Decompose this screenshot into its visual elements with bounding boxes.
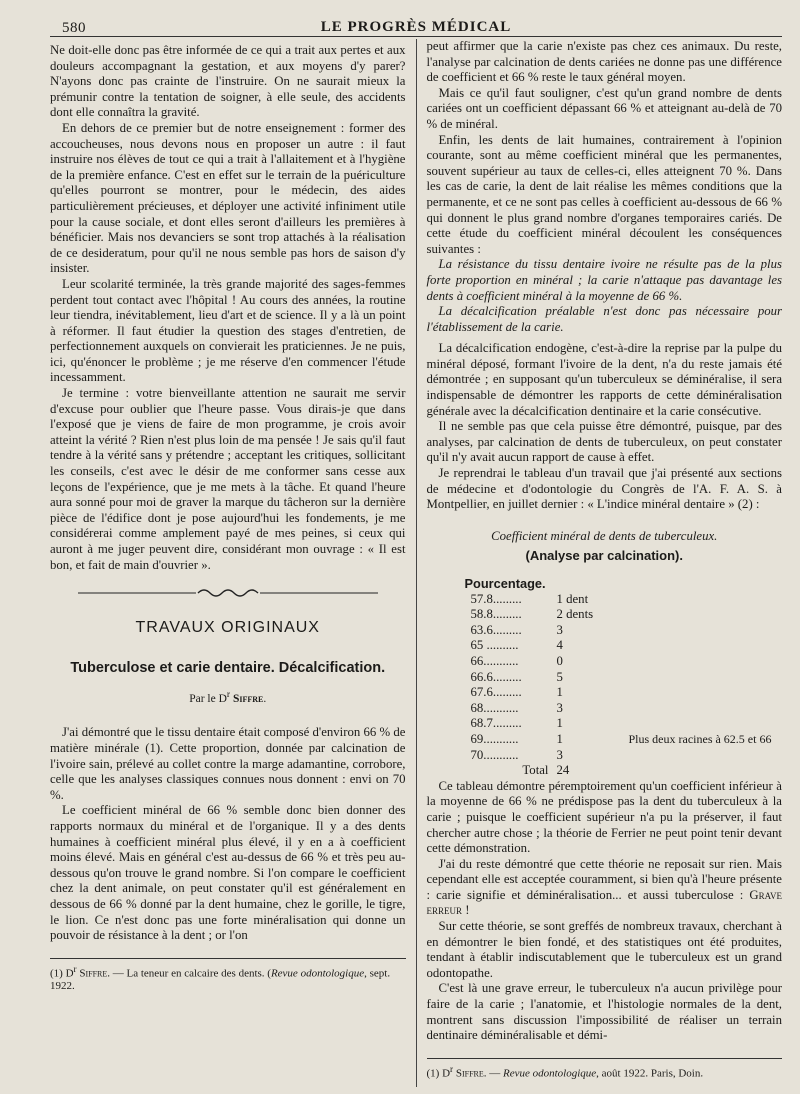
table-row <box>467 701 776 717</box>
footnote-journal: Revue odontologique <box>270 967 365 980</box>
note-cell <box>625 716 776 732</box>
page-number: 580 <box>62 20 86 36</box>
note-cell: Plus deux racines à 62.5 et 66 <box>628 731 772 746</box>
table-header: Pourcentage. <box>464 576 546 591</box>
paragraph: Il ne semble pas que cela puisse être démontré, puisque, par des analyses, par calcination de dents de tuberculeux, on peut constater qu'il n'y avait aucun rapport de cause à effet. <box>426 419 782 465</box>
note-cell <box>625 748 776 764</box>
footnote-rule <box>50 958 406 959</box>
percentage-cell: 66........... <box>470 653 519 668</box>
paragraph: La décalcification endogène, c'est-à-dire la reprise par la pulpe du minéral déposé, formant l'ivoire de la dent, n'a du reste jamais été démontrée ; en supposant qu'un tuberculeux se déminéralise, il sera indispensable de démontrer les rapports de cette déminéralisation générale avec la décalcification dentinaire et la carie consécutive. <box>426 341 782 418</box>
table-row <box>467 716 776 732</box>
paragraph-text: J'ai du reste démontré que cette théorie ne reposait sur rien. Mais cependant elle est acceptée couramment, si bien qu'à l'heure présente : carie signifie et déminéralisation... et aussi tuberculose : <box>426 856 782 902</box>
footnote-end: , août 1922. Paris, Doin. <box>596 1067 704 1080</box>
paragraph: C'est là une grave erreur, le tuberculeux n'a aucun privilège pour faire de la carie ; l'anatomie, et l'histologie normales de la dent, montrent sans discussion l'impossibilité de réaliser un terrain dentinaire déminéralisable et démi- <box>426 981 782 1043</box>
percentage-cell: 63.6......... <box>470 622 522 637</box>
count-cell: 1 <box>556 716 563 731</box>
right-column <box>416 39 783 1087</box>
byline-sup: r <box>226 688 231 700</box>
paragraph: Ce tableau démontre péremptoirement qu'un coefficient inférieur à la moyenne de 66 % ne prédispose pas la dent du tuberculeux à la carie ; puisque le coefficient supérieur n'a pu la préserver, il faut chercher autre chose ; la théorie de Ferrier ne peut point tenir devant cette démonstration. <box>426 778 782 856</box>
percentage-cell: 69........... <box>470 731 519 746</box>
paragraph-end: ! <box>462 903 470 918</box>
table-row <box>467 685 776 701</box>
note-cell <box>625 701 776 717</box>
note-cell <box>625 654 776 670</box>
paragraph: Sur cette théorie, se sont greffés de nombreux travaux, cherchant à en démontrer le bien fondé, et des statistiques ont été produites, tendant à établir indiscutablement que le tuberculeux est un grand odontopathe. <box>426 919 782 980</box>
percentage-cell: 58.8......... <box>470 607 522 622</box>
section-title: TRAVAUX ORIGINAUX <box>135 618 320 636</box>
percentage-cell: 68........... <box>470 700 519 715</box>
columns <box>50 37 782 1087</box>
percentage-cell: 68.7......... <box>470 716 522 731</box>
paragraph <box>427 857 783 919</box>
footnote-sup: r <box>73 963 77 974</box>
footnote-author: Siffre. <box>79 967 110 980</box>
footnote-text: — La teneur en calcaire des dents. ( <box>110 967 271 980</box>
paragraph: Le coefficient minéral de 66 % semble donc bien donner des rapports normaux du minéral et de l'organique. Il y a des dents humaines à coefficient minéral plus élevé, il y en a à coefficient moins élevé. Mais en général c'est au-dessus de 66 % et très peu au-dessous qu'on trouve le grand nombre. Si l'on compare le coefficient chez la dent animale, on peut constater qu'il est généralement en dessous de 66 % donné par la dent humaine, chez le gorille, le tigre, le lion. Ce n'est donc pas une forte minéralisation qui donne un pouvoir de résistance à la dent ; or l'on <box>50 803 406 943</box>
table-row <box>467 748 776 764</box>
total-label: Total <box>522 763 549 778</box>
footnote-end: , sept. 1922. <box>50 967 391 993</box>
count-cell: 1 <box>556 731 563 746</box>
note-cell <box>625 592 776 608</box>
article-title: Tuberculose et carie dentaire. Décalcification. <box>70 660 386 677</box>
table-title: Coefficient minéral de dents de tuberculeux. <box>491 528 718 543</box>
total-value: 24 <box>556 763 570 778</box>
byline: Par le $D^r$ Siffre. <box>189 688 267 705</box>
paragraph: Ne doit-elle donc pas être informée de ce qui a trait aux pertes et aux douleurs accompagnant la gestation, et aux moyens d'y parer? N'ayons donc pas crainte de l'instruire. On ne saurait mieux la prémunir contre la tentation de soigner, à elle seule, des accidents dont elle connaîtra la gravité. <box>50 43 406 120</box>
footnote <box>50 963 406 994</box>
percentage-cell: 57.8......... <box>470 591 522 606</box>
ornament-rule-icon <box>78 587 378 599</box>
journal-title: LE PROGRÈS MÉDICAL <box>320 19 512 35</box>
paragraph: En dehors de ce premier but de notre enseignement : former des accoucheuses, nous devons nous en proposer un autre : il faut instruire nos élèves de tout ce qui a trait à l'allaitement et à l'hygiène de la première enfance. C'est en effet sur le terrain de la puériculture qu'elles pourront se montrer, pour le médecin, des aides particulièrement précieuses, et déployer une activité infiniment utile pour la cause sociale, et dont elles seront d'ailleurs les premières à bénéficier. Mais nos devanciers se sont trop attachés à la réalisation de ce desideratum, pour qu'il ne nous semble pas hors de saison d'y insister. <box>50 120 406 276</box>
paragraph: Enfin, les dents de lait humaines, contrairement à l'opinion courante, sont au même coefficient minéral que les permanentes, souvent supérieur au taux de celles-ci, elles atteignent 70 %. Dans les cas de carie, la dent de lait réalise les mêmes conditions que la permanente, et ce ne sont pas celles à coefficient au-dessous de 66 % qui donnent le plus grand nombre d'organes temporaires cariés. De cette étude du coefficient minéral découlent les conséquences suivantes : <box>426 132 782 256</box>
count-cell: 1 dent <box>556 591 589 606</box>
total-empty <box>625 763 776 779</box>
note-cell <box>625 623 776 639</box>
data-table <box>467 592 776 779</box>
table-row <box>467 654 776 670</box>
quote: La résistance du tissu dentaire ivoire ne résulte pas de la plus forte proportion en minéral ; la carie n'attaque pas davantage les dents à coefficient minéral à la moyenne de 66 %. <box>426 257 782 303</box>
table-row <box>467 638 776 654</box>
footnote-number: (1) D <box>426 1067 451 1080</box>
paragraph: peut affirmer que la carie n'existe pas chez ces animaux. Du reste, l'analyse par calcination de dents cariées ne donne pas une différence de coefficient et 66 % reste le taux général moyen. <box>426 39 782 85</box>
footnote-author: Siffre. <box>455 1067 487 1080</box>
count-cell: 3 <box>556 747 563 762</box>
count-cell: 2 dents <box>556 607 594 622</box>
count-cell: 0 <box>556 653 563 668</box>
percentage-cell: 65 .......... <box>470 638 519 653</box>
count-cell: 3 <box>556 622 563 637</box>
byline-prefix: Par le D <box>189 692 227 705</box>
table-row <box>467 592 776 608</box>
paragraph: Leur scolarité terminée, la très grande majorité des sages-femmes perdent tout contact avec l'hôpital ! Au cours des années, la routine leur tiendra, inévitablement, lieu d'art et de science. Il y a là un point à réformer. Il faut étudier la question des stages d'entretien, de perfectionnement auxquels on convierait les praticiennes. Je ne puis, ici, qu'énoncer le problème ; je me réserve d'en commencer l'étude incessamment. <box>50 276 406 385</box>
footnote <box>427 1063 783 1081</box>
note-cell <box>625 685 776 701</box>
count-cell: 1 <box>556 685 563 700</box>
paragraph: Je reprendrai le tableau d'un travail que j'ai présenté aux sections de médecine et d'odontologie du Congrès de l'A. F. A. S. à Montpellier, en juillet dernier : « L'indice minéral dentaire » (2) : <box>426 466 782 512</box>
ornament-divider <box>50 587 406 604</box>
note-cell <box>625 670 776 686</box>
note-cell <box>625 638 776 654</box>
percentage-cell: 66.6......... <box>470 669 522 684</box>
count-cell: 3 <box>556 700 563 715</box>
paragraph: J'ai démontré que le tissu dentaire était composé d'environ 66 % de matière minérale (1). Cette proportion, donnée par calcination de l'ivoire sain, prélevé au collet contre la marge adamantine, corrobore, celle que les analyses classiques connues nous donnent : envi on 70 %. <box>50 725 406 802</box>
table-subtitle: (Analyse par calcination). <box>525 548 683 564</box>
emphasis-caps: Grave erreur <box>426 887 782 918</box>
table-total-row <box>467 763 776 779</box>
paragraph: Mais ce qu'il faut souligner, c'est qu'un grand nombre de dents cariées ont un coefficient dépassant 66 % et atteignant au-delà de 70 % de minéral. <box>426 85 782 131</box>
table-row <box>467 623 776 639</box>
note-cell <box>625 607 776 623</box>
footnote-number: (1) D <box>50 967 74 980</box>
quote: La décalcification préalable n'est donc pas nécessaire pour l'établissement de la carie. <box>426 304 782 334</box>
footnote-text: — <box>486 1067 503 1080</box>
count-cell: 5 <box>556 669 563 684</box>
percentage-cell: 67.6......... <box>470 685 522 700</box>
footnote-sup: r <box>450 1063 454 1074</box>
page-header <box>50 10 782 37</box>
table-row <box>467 607 776 623</box>
percentage-cell: 70........... <box>470 747 519 762</box>
footnote-journal: Revue odontologique <box>503 1067 597 1080</box>
paragraph: Je termine : votre bienveillante attention ne saurait me servir d'excuse pour oublier que l'heure passe. Vous dirais-je que dans l'exposé que je viens de faire de mon programme, je crois avoir atteint la vérité ? Rien n'est plus loin de ma pensée ! Je sais qu'il faut tendre à la vérité sans y prétendre ; acceptant les critiques, sollicitant les conseils, c'est avec le désir de me conformer sans cesse aux leçons de l'expérience, que je me mets à la tâche. Et quand l'heure aura sonné pour moi de graver la marque du tâcheron sur la dernière pièce de l'édifice dont je pose aujourd'hui les fondements, je me considérerai comme amplement payé de mes peines, si ceux qui auront à me juger peuvent dire, considérant mon ouvrage : « Il est bon, et fait de main d'ouvrier ». <box>50 386 406 572</box>
table-row <box>467 670 776 686</box>
table-row <box>467 732 776 748</box>
count-cell: 4 <box>556 638 563 653</box>
left-column <box>50 37 416 1087</box>
byline-author: Siffre <box>232 692 264 705</box>
footnote-rule <box>427 1058 783 1059</box>
